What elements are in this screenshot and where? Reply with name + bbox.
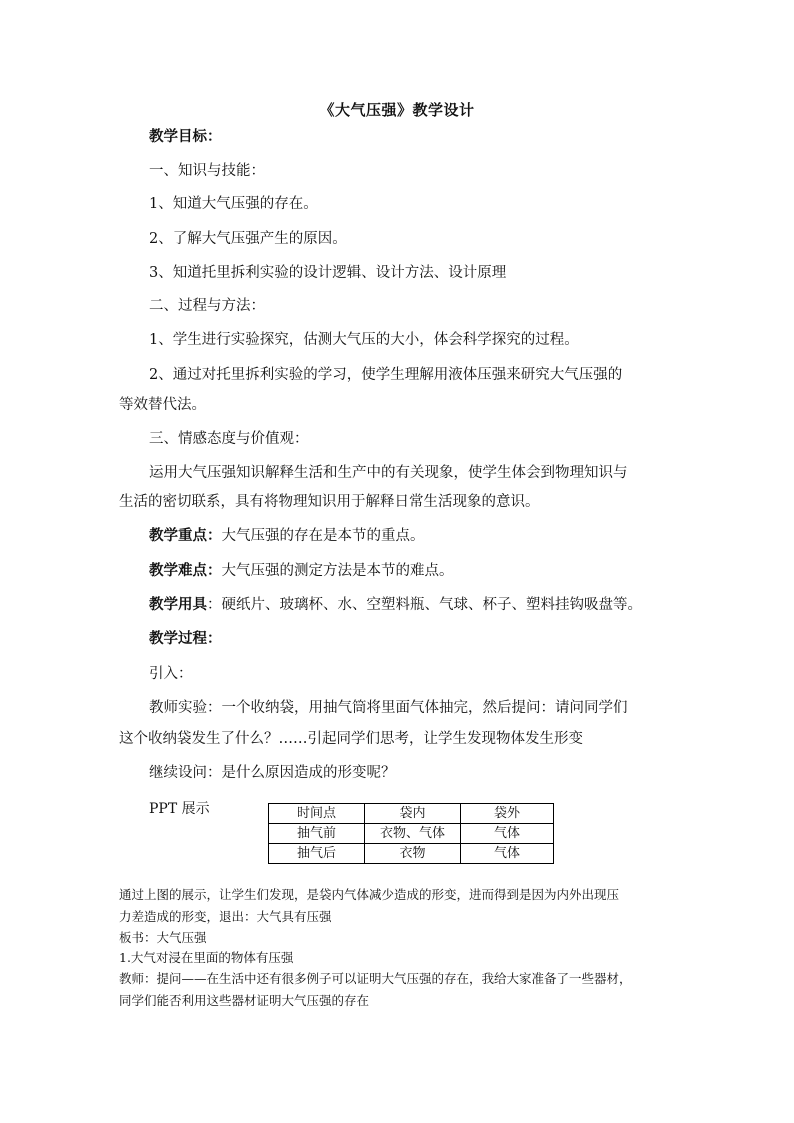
knowledge-item-3: 3、知道托里拆利实验的设计逻辑、设计方法、设计原理	[149, 265, 507, 281]
table-header-cell: 袋内	[365, 804, 461, 824]
continue-question: 继续设问：是什么原因造成的形变呢？	[149, 765, 396, 781]
key-point-text: 大气压强的存在是本节的重点。	[221, 528, 425, 544]
key-point	[149, 526, 425, 546]
table-cell: 衣物	[365, 844, 461, 864]
teacher-experiment-2: 这个收纳袋发生了什么？……引起同学们思考，让学生发现物体发生形变	[119, 731, 583, 747]
knowledge-item-2: 2、了解大气压强产生的原因。	[149, 231, 347, 247]
difficulty-label: 教学难点：	[149, 562, 222, 579]
teacher-talk-1: 教师：提问——在生活中还有很多例子可以证明大气压强的存在，我给大家准备了一些器材，	[119, 971, 632, 986]
board-note: 板书：大气压强	[119, 930, 207, 945]
ppt-table	[268, 803, 554, 864]
table-cell: 抽气后	[269, 844, 365, 864]
difficulty-text: 大气压强的测定方法是本节的难点。	[221, 563, 454, 579]
tools	[149, 595, 642, 615]
table-header-cell: 袋外	[461, 804, 554, 824]
objectives-heading: 教学目标：	[149, 128, 222, 145]
emotion-text-1: 运用大气压强知识解释生活和生产中的有关现象，使学生体会到物理知识与	[149, 465, 628, 481]
table-cell: 衣物、气体	[365, 824, 461, 844]
difficulty	[149, 561, 454, 581]
conclusion-1: 通过上图的展示，让学生们发现，是袋内气体减少造成的形变，进而得到是因为内外出现压	[119, 887, 620, 902]
knowledge-item-1: 1、知道大气压强的存在。	[149, 196, 318, 212]
teacher-talk-2: 同学们能否利用这些器材证明大气压强的存在	[119, 993, 370, 1008]
intro-label: 引入：	[149, 666, 193, 682]
process-item-2: 2、通过对托里拆利实验的学习，使学生理解用液体压强来研究大气压强的	[149, 367, 623, 383]
table-cell: 气体	[461, 844, 554, 864]
knowledge-heading: 一、知识与技能：	[149, 163, 265, 179]
table-cell: 抽气前	[269, 824, 365, 844]
table-row	[269, 844, 554, 864]
teacher-experiment-1: 教师实验：一个收纳袋，用抽气筒将里面气体抽完，然后提问：请问同学们	[149, 700, 628, 716]
process-label: 教学过程：	[149, 630, 222, 647]
process-item-2-cont: 等效替代法。	[119, 397, 206, 413]
table-cell: 气体	[461, 824, 554, 844]
key-point-label: 教学重点：	[149, 527, 222, 544]
table-header-row	[269, 804, 554, 824]
document-title: 《大气压强》教学设计	[319, 101, 475, 119]
tools-label: 教学用具	[149, 596, 207, 613]
process-item-1: 1、学生进行实验探究，估测大气压的大小，体会科学探究的过程。	[149, 332, 579, 348]
emotion-heading: 三、情感态度与价值观：	[149, 431, 309, 447]
table-row	[269, 824, 554, 844]
conclusion-2: 力差造成的形变，退出：大气具有压强	[119, 909, 332, 924]
table-header-cell: 时间点	[269, 804, 365, 824]
tools-text: ：硬纸片、玻璃杯、水、空塑料瓶、气球、杯子、塑料挂钩吸盘等。	[207, 597, 642, 613]
process-heading: 二、过程与方法：	[149, 298, 265, 314]
emotion-text-2: 生活的密切联系，具有将物理知识用于解释日常生活现象的意识。	[119, 494, 540, 510]
ppt-label: PPT 展示	[149, 801, 210, 817]
section-1-heading: 1.大气对浸在里面的物体有压强	[119, 950, 294, 965]
